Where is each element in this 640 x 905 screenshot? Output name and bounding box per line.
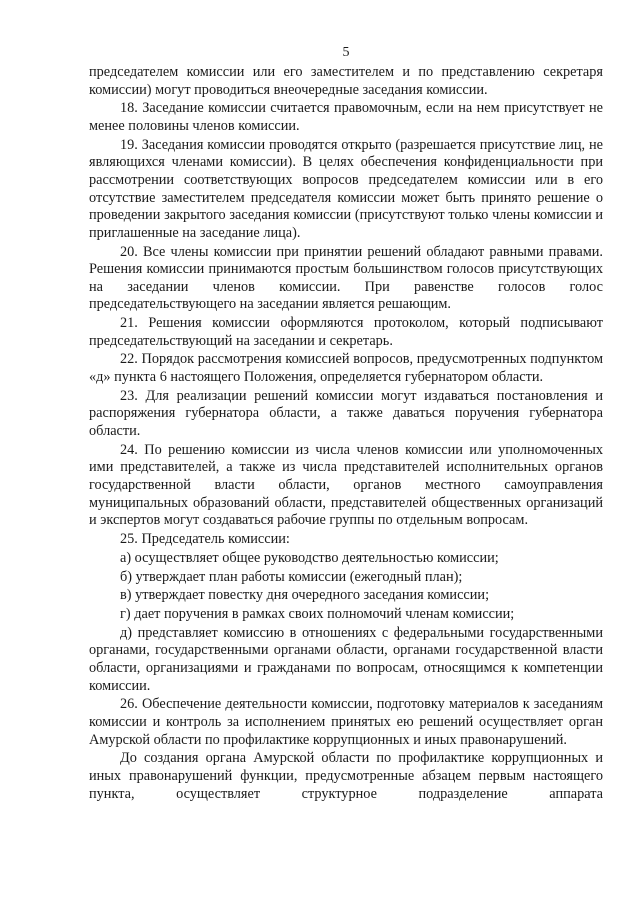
paragraph: д) представляет комиссию в отношениях с федеральными государственными органами, государственными органами области, органами государственной власти области, организациями и гражданами по вопросам, относящимся к компетенции комиссии.	[89, 624, 603, 694]
paragraph: 26. Обеспечение деятельности комиссии, подготовку материалов к заседаниям комиссии и контроль за исполнением принятых ею решений осуществляет орган Амурской области по профилактике коррупционных и иных правонарушений.	[89, 696, 603, 748]
paragraph: 25. Председатель комиссии:	[120, 530, 290, 547]
paragraph: 19. Заседания комиссии проводятся открыто (разрешается присутствие лиц, не являющихся членами комиссии). В целях обеспечения конфиденциальности при рассмотрении соответствующих вопросов председателем комиссии или в его отсутствие заместителем председателя комиссии может быть принято решение о проведении закрытого заседания комиссии (присутствуют только члены комиссии и приглашенные на заседание лица).	[89, 136, 603, 241]
paragraph: в) утверждает повестку дня очередного заседания комиссии;	[120, 587, 490, 604]
paragraph: До создания органа Амурской области по профилактике коррупционных и иных правонарушений функции, предусмотренные абзацем первым настоящего пункта, осуществляет структурное подразделение аппарата	[89, 750, 603, 802]
paragraph: 22. Порядок рассмотрения комиссией вопросов, предусмотренных подпунктом «д» пункта 6 настоящего Положения, определяется губернатором области.	[89, 351, 603, 386]
paragraph: а) осуществляет общее руководство деятельностью комиссии;	[120, 549, 499, 566]
paragraph: б) утверждает план работы комиссии (ежегодный план);	[120, 568, 463, 585]
paragraph: 18. Заседание комиссии считается правомочным, если на нем присутствует не менее половины членов комиссии.	[89, 100, 603, 134]
document-body	[89, 64, 603, 803]
paragraph: председателем комиссии или его заместителем и по представлению секретаря комиссии) могут проводиться внеочередные заседания комиссии.	[89, 64, 603, 98]
paragraph: г) дает поручения в рамках своих полномочий членам комиссии;	[120, 606, 515, 623]
paragraph: 20. Все члены комиссии при принятии решений обладают равными правами. Решения комиссии принимаются простым большинством голосов присутствующих на заседании членов комиссии. При равенстве голосов голос председательствующего на заседании является решающим.	[89, 243, 603, 313]
paragraph: 24. По решению комиссии из числа членов комиссии или уполномоченных ими представителей, а также из числа представителей исполнительных органов государственной власти области, органов местного самоуправления муниципальных образований области, представителей общественных организаций и экспертов могут создаваться рабочие группы по отдельным вопросам.	[89, 441, 603, 529]
paragraph: 21. Решения комиссии оформляются протоколом, который подписывают председательствующий на заседании и секретарь.	[89, 315, 603, 349]
paragraph: 23. Для реализации решений комиссии могут издаваться постановления и распоряжения губернатора области, а также даваться поручения губернатора области.	[89, 387, 603, 439]
page-number: 5	[342, 45, 350, 60]
